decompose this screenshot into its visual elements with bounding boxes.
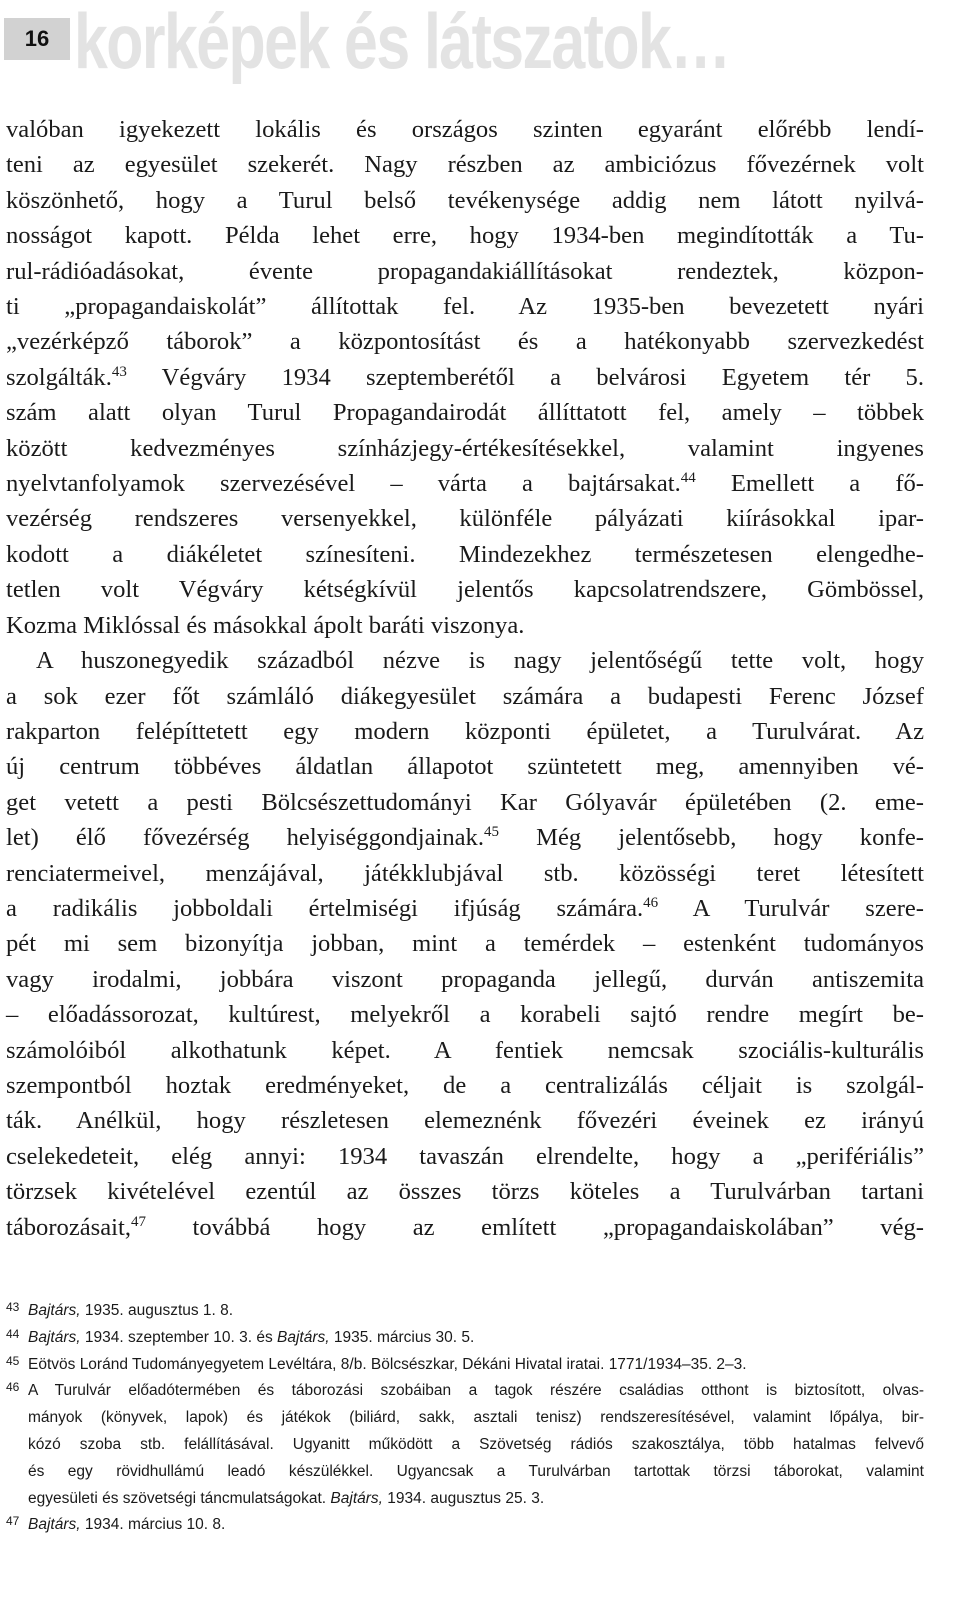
text-line: között kedvezményes színházjegy-értékesítésekkel, valamint ingyenes (6, 434, 924, 462)
footnote-43 (6, 1298, 924, 1325)
source-title: Bajtárs, (28, 1516, 81, 1534)
footnote-number: 47 (6, 1514, 20, 1529)
footnote-segment: 1935. március 30. 5. (329, 1328, 475, 1346)
footnote-segment: 1934. augusztus 25. 3. (382, 1489, 545, 1507)
text-segment: Végváry 1934 szeptemberétől a belvárosi Egyetem tér 5. (126, 363, 924, 391)
text-line (6, 360, 924, 395)
footnote-segment: egyesületi és szövetségi táncmulatságokat. (28, 1489, 331, 1507)
footnote-segment: 1934. szeptember 10. 3. és (80, 1328, 278, 1346)
footnote-line: és egy rövidhullámú leadó készülékkel. Ugyancsak a Turulvárban tartottak törzsi táborokat, valamint (28, 1462, 924, 1480)
footnote-number: 46 (6, 1380, 20, 1395)
footnote-text (28, 1325, 924, 1352)
source-title: Bajtárs, (28, 1328, 81, 1346)
text-line: kodott a diákéletet színesíteni. Mindezekhez természetesen elengedhe- (6, 540, 924, 568)
source-title: Bajtárs, (330, 1489, 383, 1507)
text-line: A huszonegyedik századból nézve is nagy jelentőségű tette volt, hogy (36, 647, 924, 675)
text-segment: szolgálták. (6, 363, 112, 391)
footnote-number: 43 (6, 1300, 20, 1314)
text-line: tetlen volt Végváry kétségkívül jelentős kapcsolatrendszere, Gömbössel, (6, 576, 924, 604)
footnote-45 (6, 1352, 924, 1379)
text-line (6, 1210, 924, 1245)
footnote-text (28, 1512, 924, 1539)
source-title: Bajtárs, (277, 1328, 330, 1346)
footnote-44 (6, 1325, 924, 1352)
footnote-line: A Turulvár előadótermében és táborozási szobáiban a tagok részére családias otthont is biztosított, olvas- (28, 1382, 924, 1400)
footnote-line: mányok (könyvek, lapok) és játékok (biliárd, sakk, asztali tenisz) rendszeresítésével, valamint lőpálya, bir- (28, 1409, 924, 1427)
paragraph-2 (6, 643, 924, 1245)
footnote-ref-43[interactable]: 43 (111, 363, 127, 380)
footnote-ref-46[interactable]: 46 (643, 894, 659, 911)
text-line: ti „propagandaiskolát” állítottak fel. Az 1935-ben bevezetett nyári (6, 293, 924, 321)
footnote-text (28, 1378, 924, 1512)
text-segment: Még jelentősebb, hogy konfe- (499, 824, 924, 852)
text-line: renciatermeivel, menzájával, játékklubjával stb. közösségi teret létesített (6, 859, 924, 887)
text-line: „vezérképző táborok” a központosítást és a hatékonyabb szervezkedést (6, 328, 924, 356)
page-number-text: 16 (24, 26, 50, 51)
text-line: Kozma Miklóssal és másokkal ápolt baráti viszonya. (6, 611, 525, 639)
text-line: ták. Anélkül, hogy részletesen elemeznénk fővezéri éveinek ez irányú (6, 1107, 924, 1135)
paragraph-1 (6, 112, 924, 643)
footnote-text: Eötvös Loránd Tudományegyetem Levéltára, 8/b. Bölcsészkar, Dékáni Hivatal iratai. 1771/1934–35. 2–3. (28, 1355, 747, 1373)
footnote-47 (6, 1512, 924, 1539)
text-line: új centrum többéves áldatlan állapotot szüntetett meg, amennyiben vé- (6, 753, 924, 781)
text-line: rakparton felépíttetett egy modern központi épületet, a Turulvárat. Az (6, 717, 924, 745)
text-line: nosságot kapott. Példa lehet erre, hogy 1934-ben megindították a Tu- (6, 222, 924, 250)
text-line: köszönhető, hogy a Turul belső tevékenysége addig nem látott nyilvá- (6, 186, 924, 214)
text-line: szempontból hoztak eredményeket, de a centralizálás céljait is szolgál- (6, 1071, 924, 1099)
text-line: szám alatt olyan Turul Propagandairodát állíttatott fel, amely – többek (6, 399, 924, 427)
page-number (4, 18, 70, 60)
footnote-ref-47[interactable]: 47 (130, 1213, 146, 1230)
text-line: a sok ezer főt számláló diákegyesület számára a budapesti Ferenc József (6, 682, 924, 710)
footnote-number: 44 (6, 1326, 20, 1341)
text-line: teni az egyesület szekerét. Nagy részben az ambiciózus fővezérnek volt (6, 151, 924, 179)
text-segment: a radikális jobboldali értelmiségi ifjúság számára. (6, 894, 644, 922)
footnote-number: 45 (6, 1353, 20, 1368)
footnote-text (28, 1298, 924, 1325)
footnote-line: kózó szoba stb. felállításával. Ugyanitt működött a Szövetség rádiós szakosztálya, több hatalmas felvevő (28, 1435, 924, 1453)
text-line: vezérség rendszeres versenyekkel, különféle pályázati kiírásokkal ipar- (6, 505, 924, 533)
text-line: vagy irodalmi, jobbára viszont propaganda jellegű, durván antiszemita (6, 965, 924, 993)
body-text (6, 112, 924, 1245)
footnote-ref-44[interactable]: 44 (680, 470, 696, 487)
running-title: korképek és látszatok… (74, 0, 730, 85)
footnote-segment: 1935. augusztus 1. 8. (80, 1302, 234, 1319)
text-segment: Emellett a fő- (695, 470, 924, 498)
text-segment: A Turulvár szere- (658, 894, 924, 922)
footnotes (6, 1298, 924, 1539)
footnote-ref-45[interactable]: 45 (484, 824, 499, 841)
text-line: törzsek kivételével ezentúl az összes törzs köteles a Turulvárban tartani (6, 1178, 924, 1206)
text-line: – előadássorozat, kultúrest, melyekről a korabeli sajtó rendre megírt be- (6, 1001, 924, 1029)
text-line (6, 820, 924, 855)
footnote-segment: 1934. március 10. 8. (80, 1516, 226, 1534)
text-segment: nyelvtanfolyamok szervezésével – várta a bajtársakat. (6, 470, 681, 498)
text-line: get vetett a pesti Bölcsészettudományi Kar Gólyavár épületében (2. eme- (6, 788, 924, 816)
footnote-46 (6, 1378, 924, 1512)
text-line: számolóiból alkothatunk képet. A fentiek nemcsak szociális-kulturális (6, 1036, 924, 1064)
text-line: pét mi sem bizonyítja jobban, mint a temérdek – estenként tudományos (6, 930, 924, 958)
footnote-line (28, 1486, 924, 1513)
text-line: rul-rádióadásokat, évente propagandakiállításokat rendeztek, közpon- (6, 257, 924, 285)
text-line: valóban igyekezett lokális és országos szinten egyaránt előrébb lendí- (6, 116, 924, 143)
text-line: cselekedeteit, elég annyi: 1934 tavaszán elrendelte, hogy a „perifériális” (6, 1142, 924, 1170)
source-title: Bajtárs, (28, 1302, 81, 1319)
text-segment: táborozásait, (6, 1213, 131, 1241)
text-line (6, 891, 924, 926)
text-segment: let) élő fővezérség helyiséggondjainak. (6, 824, 484, 852)
text-segment: továbbá hogy az említett „propagandaiskolában” vég- (145, 1213, 924, 1241)
text-line (6, 466, 924, 501)
